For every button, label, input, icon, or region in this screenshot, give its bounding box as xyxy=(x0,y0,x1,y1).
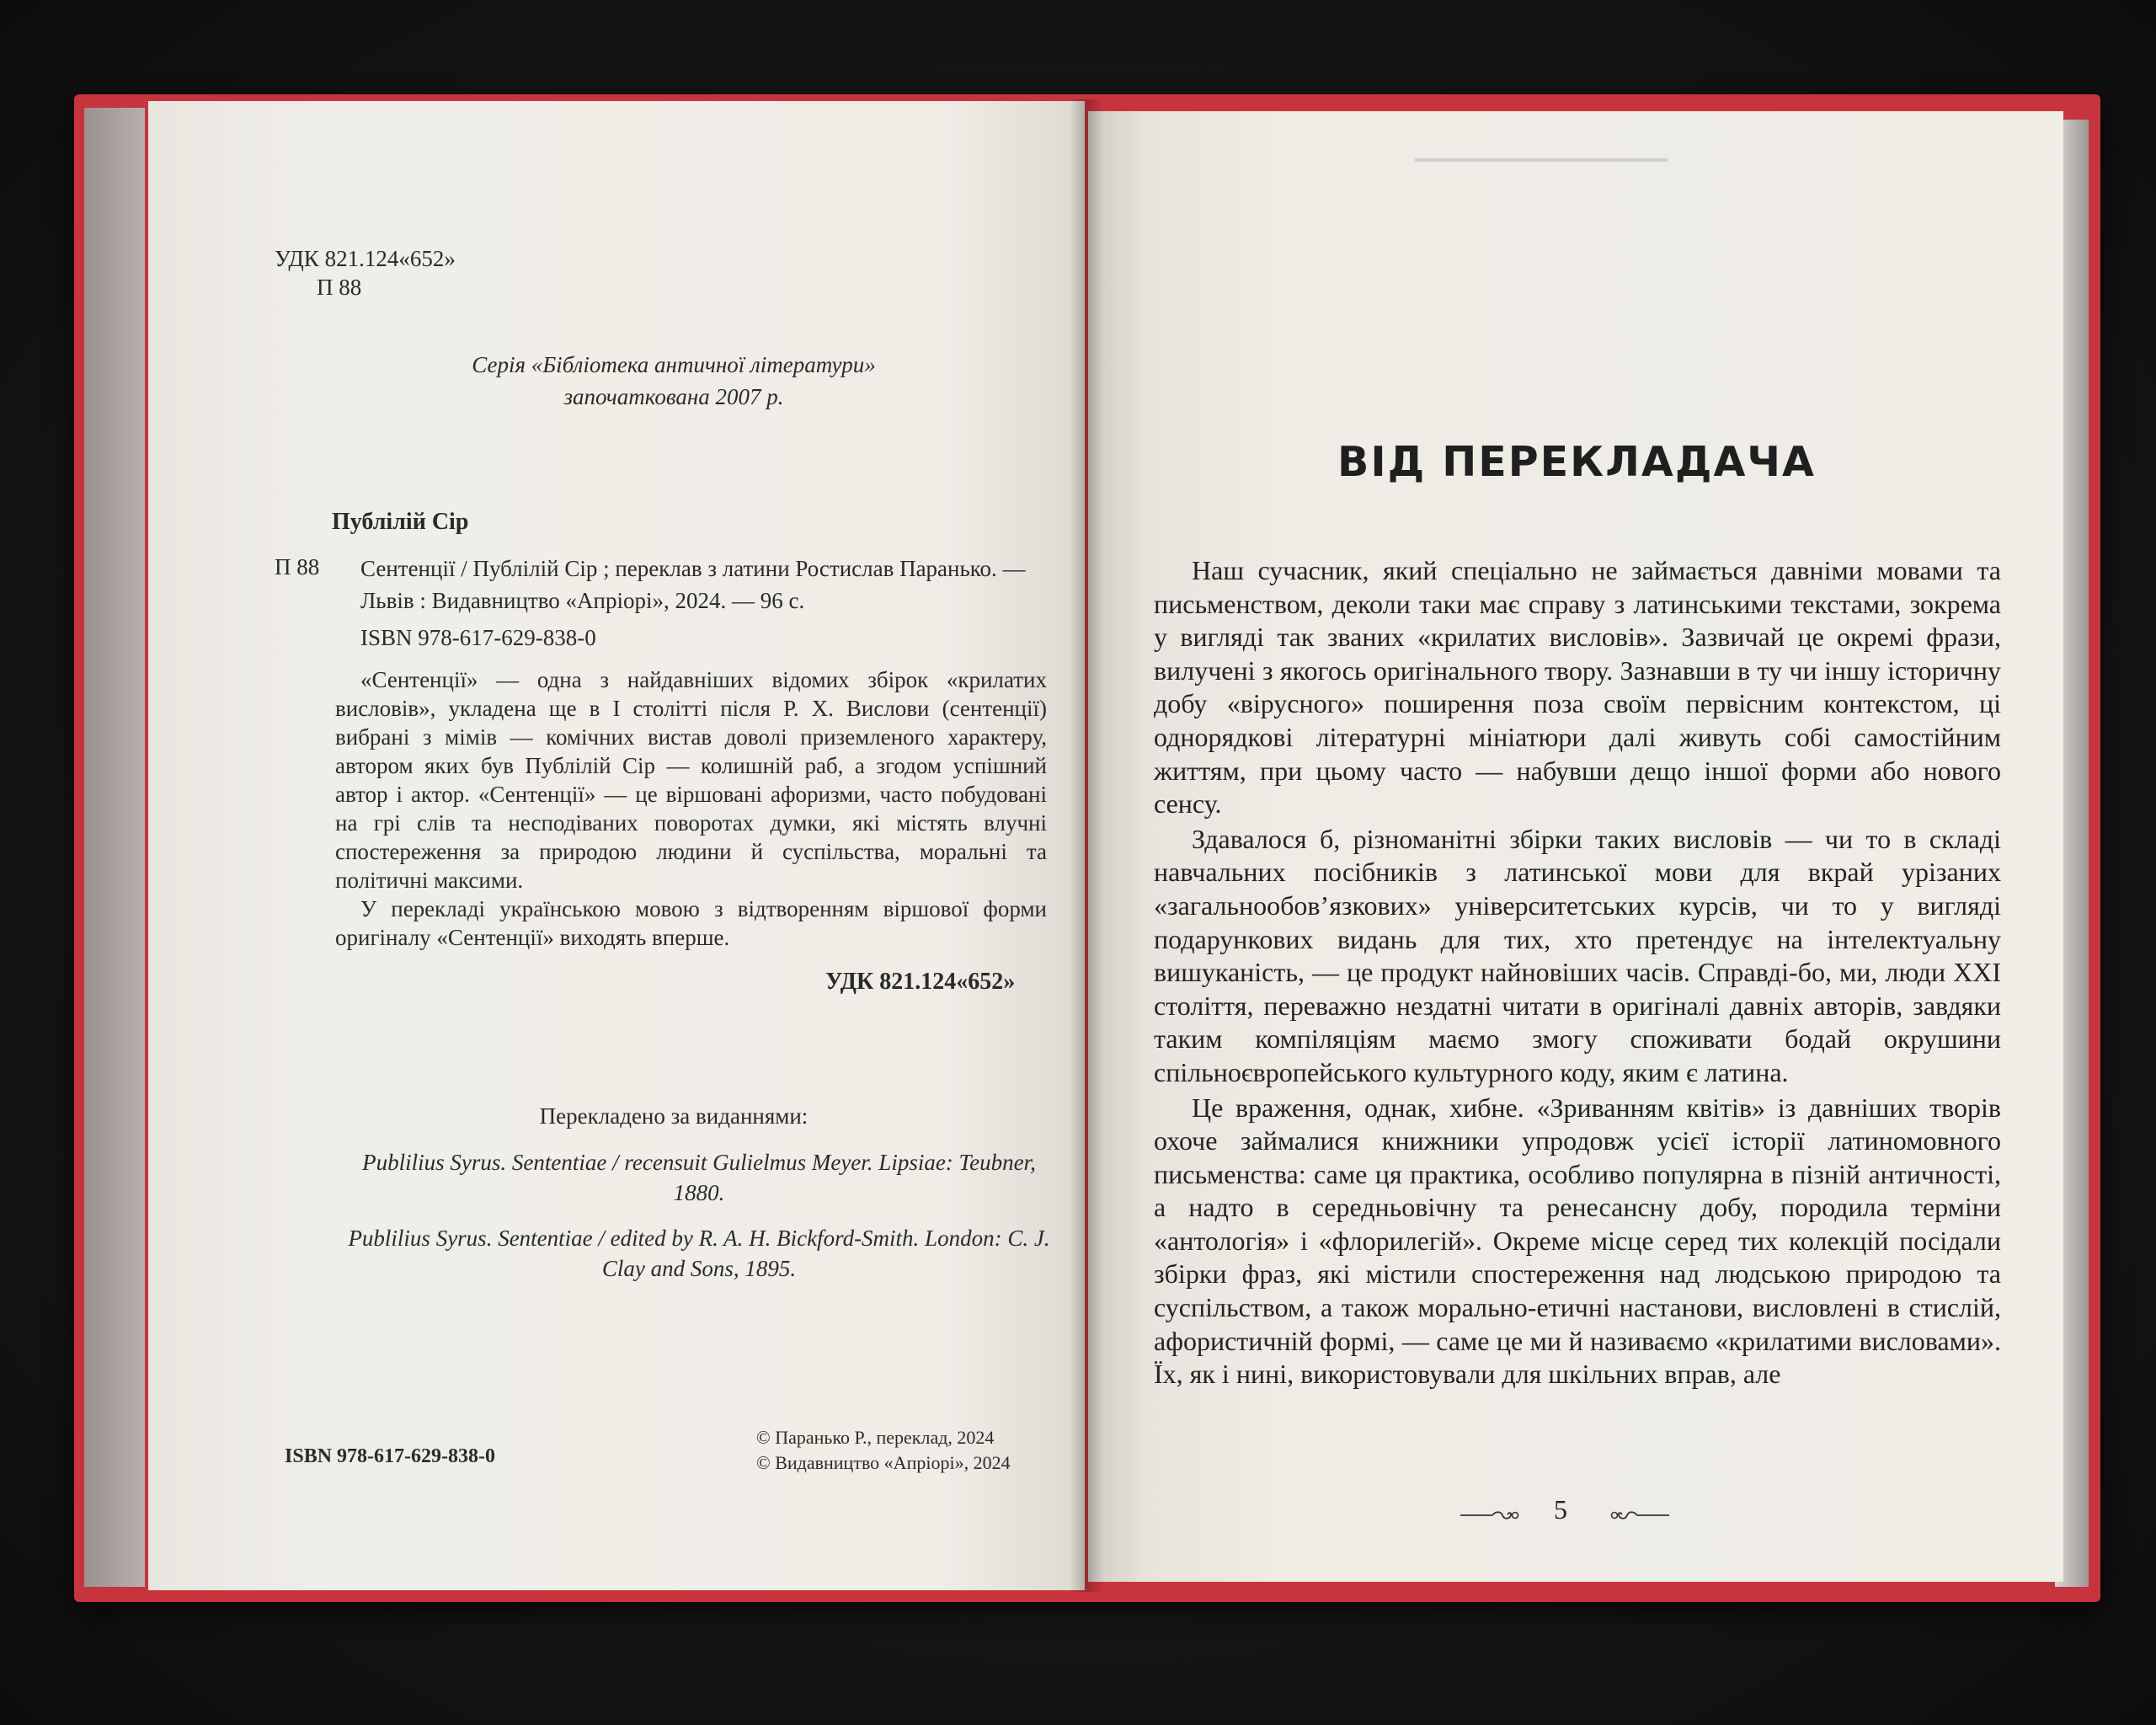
copyright-publisher: © Видавництво «Апріорі», 2024 xyxy=(756,1452,1011,1473)
udk-code: УДК 821.124«652» xyxy=(275,246,456,271)
body-paragraph-2: Здавалося б, різноманітні збірки таких висловів — чи то в складі навчальних посібників з латинської мови для вкрай урізаних «загальнообов’язкових» університетських курсів, чи то у вигляді подарункових видань для тих, хто претендує на інтелектуальну вишуканість, — це продукт найновіших часів. Справді-бо, ми, люди XXI століття, переважно нездатні читати в оригіналі давніх авторів, завдяки таким компіляціям маємо змогу споживати бодай окрушини спільноєвропейського культурного коду, яким є латина. xyxy=(1154,823,2001,1087)
author-name: Публілій Сір xyxy=(332,509,469,535)
bibliographic-description: Сентенції / Публілій Сір ; переклав з латини Ростислав Паранько. — Львів : Видавництво «Апріорі», 2024. — 96 с. xyxy=(360,556,1026,613)
udk-bottom: УДК 821.124«652» xyxy=(825,969,1016,995)
left-ornament-icon xyxy=(1459,1509,1521,1521)
body-paragraph-1: Наш сучасник, який спеціально не займається давніми мовами та письменством, деколи таки має справу з латинськими текстами, зокрема у вигляді так званих «крилатих висловів». Зазвичай це окремі фрази, вилучені з якогось оригінального твору. Зазнавши в ту чи іншу історичну добу «вірусного» поширення поза своїм первісним контекстом, ці однорядкові літературні мініатюри далі живуть собі самостійним життям, при цьому часто — набувши дещо іншої форми або нового сенсу. xyxy=(1154,555,2001,820)
udk-author-mark: П 88 xyxy=(317,275,362,300)
right-ornament-icon xyxy=(1609,1509,1671,1521)
show-through-running-head xyxy=(1415,158,1668,162)
left-page-block-edge xyxy=(84,108,145,1587)
page-footer xyxy=(1449,1494,1668,1528)
translated-from-heading: Перекладено за виданнями: xyxy=(539,1103,808,1129)
isbn-bottom: ISBN 978-617-629-838-0 xyxy=(285,1445,495,1467)
series-line-2: започаткована 2007 р. xyxy=(563,384,784,409)
annotation-paragraph-2: У перекладі українською мовою з відтворенням віршової форми оригіналу «Сентенції» виходять вперше. xyxy=(335,896,1047,950)
annotation xyxy=(335,665,1047,952)
annotation-paragraph-1: «Сентенції» — одна з найдавніших відомих збірок «крилатих висловів», укладена ще в І столітті після Р. Х. Вислови (сентенції) вибрані з мімів — комічних вистав доволі приземленого характеру, автором яких був Публілій Сір — колишній раб, а згодом успішний автор і актор. «Сентенції» — це віршовані афоризми, часто побудовані на грі слів та несподіваних поворотах думки, які містять влучні спостереження за природою людини й суспільства, моральні та політичні максими. xyxy=(335,667,1047,893)
book-gutter xyxy=(1070,99,1103,1592)
copyright-translation: © Паранько Р., переклад, 2024 xyxy=(756,1427,995,1448)
body-paragraph-3: Це враження, однак, хибне. «Зриванням квітів» із давніших творів охоче займалися книжники упродовж усієї історії латиномовного письменства: саме ця практика, особливо популярна в пізній античності, а надто в середньовічну та ренесансну добу, породила терміни «антологія» і «флорилегій». Окреме місце серед тих колекцій посідали збірки фраз, які містили спостереження над людською природою та суспільством, а також морально-етичні настанови, висловлені в стислій, афористичній формі, — саме це ми й називаємо «крилатими висловами». Їх, як і нині, використовували для шкільних вправ, але xyxy=(1154,1092,2001,1390)
class-mark: П 88 xyxy=(275,554,320,579)
body-text xyxy=(1154,554,2001,1393)
page-number: 5 xyxy=(1554,1494,1567,1525)
series-line-1: Серія «Бібліотека античної літератури» xyxy=(472,352,876,377)
isbn-middle: ISBN 978-617-629-838-0 xyxy=(360,625,596,650)
udk-header xyxy=(275,244,456,302)
source-edition-1: Publilius Syrus. Sententiae / recensuit Gulielmus Meyer. Lipsiae: Teubner, 1880. xyxy=(362,1150,1036,1205)
source-edition-2: Publilius Syrus. Sententiae / edited by R. A. H. Bickford-Smith. London: C. J. Clay and Sons, 1895. xyxy=(348,1226,1050,1281)
chapter-heading: ВІД ПЕРЕКЛАДАЧА xyxy=(1337,438,1816,486)
